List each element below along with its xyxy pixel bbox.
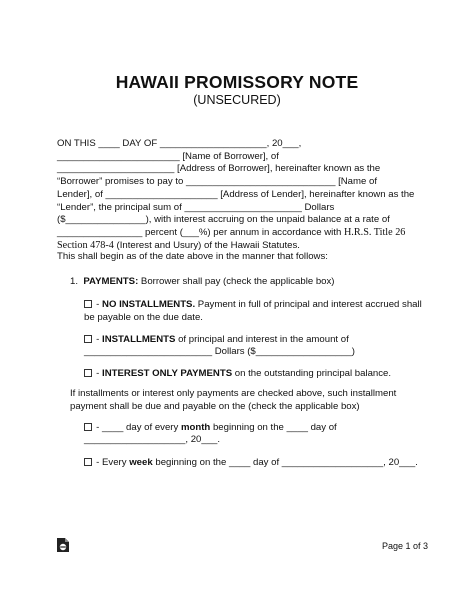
interest-only-label: INTEREST ONLY PAYMENTS — [102, 368, 233, 379]
installments-text: of principal and interest in the amount of — [175, 334, 349, 345]
intro-line-text: ________________ percent (___%) per annum in accordance with — [57, 226, 344, 238]
no-installments-label: NO INSTALLMENTS. — [102, 299, 196, 310]
intro-line: ON THIS ____ DAY OF ____________________, 20___, — [57, 138, 302, 149]
weekly-checkbox[interactable] — [84, 458, 92, 466]
option-monthly — [84, 422, 337, 435]
begin-statement: This shall begin as of the date above in the manner that follows: — [57, 251, 328, 262]
option-interest-only — [84, 368, 391, 381]
payments-intro: Borrower shall pay (check the applicable box) — [138, 276, 335, 287]
intro-line: ($_______________), with interest accruing on the unpaid balance at a rate of — [57, 214, 390, 226]
option-prefix: - — [93, 368, 103, 379]
payments-heading — [70, 276, 335, 289]
document-title: HAWAII PROMISSORY NOTE — [115, 72, 359, 92]
option-weekly — [84, 457, 418, 470]
installments-amount-line: ________________________ Dollars ($__________________) — [84, 346, 356, 357]
option-prefix: - — [93, 334, 103, 345]
intro-paragraph — [57, 138, 429, 252]
intro-line: ______________________ [Address of Borrower], hereinafter known as the — [57, 163, 381, 175]
no-installments-text: Payment in full of principal and interest accrued shall be payable on the due date. — [84, 299, 422, 323]
option-installments — [84, 334, 349, 347]
installments-label: INSTALLMENTS — [102, 334, 176, 345]
option-prefix: - — [93, 299, 103, 310]
monthly-post: beginning on the ____ day of — [210, 422, 337, 433]
intro-line: Lender], of _____________________ [Address of Lender], hereinafter known as the — [57, 188, 415, 200]
page-number: Page 1 of 3 — [381, 541, 428, 551]
payments-label: PAYMENTS: — [83, 276, 139, 287]
monthly-pre: - ____ day of every — [93, 422, 181, 433]
eforms-logo-icon — [56, 537, 70, 553]
statute-reference: H.R.S. Title 26 — [343, 226, 406, 238]
installments-checkbox[interactable] — [84, 335, 92, 343]
document-subtitle: (UNSECURED) — [193, 93, 281, 107]
weekly-pre: - Every — [93, 457, 130, 468]
weekly-post: beginning on the ____ day of ___________________, 20___. — [152, 457, 418, 468]
statute-section: Section 478-4 — [57, 239, 114, 251]
monthly-date-line: ___________________, 20___. — [84, 434, 221, 445]
monthly-label: month — [180, 422, 211, 433]
weekly-label: week — [129, 457, 153, 468]
no-installments-checkbox[interactable] — [84, 300, 92, 308]
interest-only-checkbox[interactable] — [84, 369, 92, 377]
section-number: 1. — [70, 276, 79, 287]
intro-line: “Lender”, the principal sum of ______________________ Dollars — [57, 201, 335, 213]
option-no-installments — [84, 299, 428, 324]
intro-line: _______________________ [Name of Borrower], of — [57, 150, 279, 162]
monthly-checkbox[interactable] — [84, 423, 92, 431]
interest-only-text: on the outstanding principal balance. — [232, 368, 392, 379]
schedule-note: If installments or interest only payments are checked above, such installment payment shall be due and payable on the (check the applicable box) — [70, 388, 397, 412]
intro-line: “Borrower” promises to pay to ____________________________ [Name of — [57, 176, 378, 188]
intro-line-text: (Interest and Usury) of the Hawaii Statutes. — [113, 239, 300, 251]
intro-line — [57, 227, 429, 240]
